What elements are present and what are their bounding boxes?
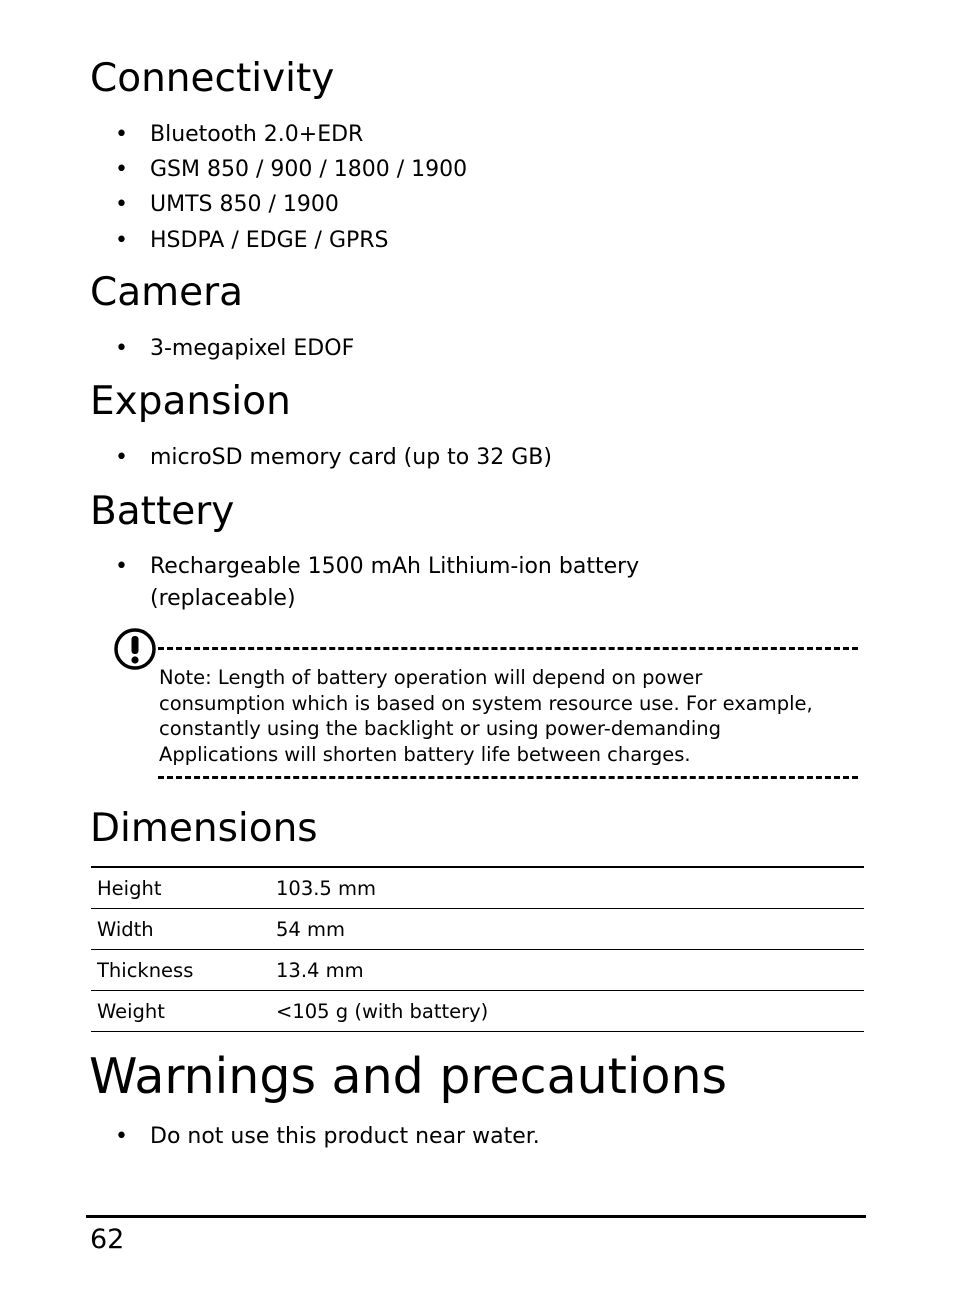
heading-dimensions: Dimensions <box>90 806 318 851</box>
list-item-text: Rechargeable 1500 mAh Lithium-ion battery <box>150 554 640 579</box>
heading-expansion: Expansion <box>90 379 291 424</box>
bullet: • <box>115 228 128 253</box>
note-line: consumption which is based on system resource use. For example, <box>159 691 813 715</box>
table-row <box>91 991 864 1032</box>
heading-connectivity: Connectivity <box>90 56 335 101</box>
list-item-text: GSM 850 / 900 / 1800 / 1900 <box>150 157 468 182</box>
bullet: • <box>115 336 128 361</box>
note-text <box>159 665 859 768</box>
footer-divider <box>86 1215 866 1218</box>
list-item-text: microSD memory card (up to 32 GB) <box>150 445 552 470</box>
bullet: • <box>115 1124 128 1149</box>
list-item-text: (replaceable) <box>150 586 296 611</box>
exclamation-circle-icon <box>113 627 157 671</box>
dimensions-table <box>91 866 864 1032</box>
page-number: 62 <box>90 1224 125 1255</box>
note-top-divider <box>158 647 858 650</box>
heading-battery: Battery <box>90 489 235 534</box>
bullet: • <box>115 122 128 147</box>
heading-camera: Camera <box>90 270 244 315</box>
note-line <box>159 665 859 691</box>
table-cell-value: 103.5 mm <box>270 867 864 909</box>
list-item-text: Bluetooth 2.0+EDR <box>150 122 364 147</box>
bullet: • <box>115 157 128 182</box>
note-line-text: Length of battery operation will depend on power <box>211 666 703 689</box>
list-item-text: HSDPA / EDGE / GPRS <box>150 228 389 253</box>
table-row <box>91 867 864 909</box>
table-cell-label: Weight <box>91 991 270 1032</box>
note-line: constantly using the backlight or using power-demanding <box>159 717 722 741</box>
list-item-text: UMTS 850 / 1900 <box>150 192 339 217</box>
note-label: Note: <box>159 666 212 689</box>
table-cell-label: Height <box>91 867 270 909</box>
list-item-text: 3-megapixel EDOF <box>150 336 355 361</box>
table-cell-value: 54 mm <box>270 909 864 950</box>
note-bottom-divider <box>158 776 858 779</box>
bullet: • <box>115 445 128 470</box>
heading-warnings-and-precautions: Warnings and precautions <box>89 1048 728 1105</box>
table-cell-value: 13.4 mm <box>270 950 864 991</box>
note-line: Applications will shorten battery life between charges. <box>159 743 691 767</box>
table-row <box>91 950 864 991</box>
table-row <box>91 909 864 950</box>
table-cell-label: Thickness <box>91 950 270 991</box>
table-cell-label: Width <box>91 909 270 950</box>
table-cell-value: <105 g (with battery) <box>270 991 864 1032</box>
bullet: • <box>115 554 128 579</box>
list-item-text: Do not use this product near water. <box>150 1124 540 1149</box>
bullet: • <box>115 192 128 217</box>
